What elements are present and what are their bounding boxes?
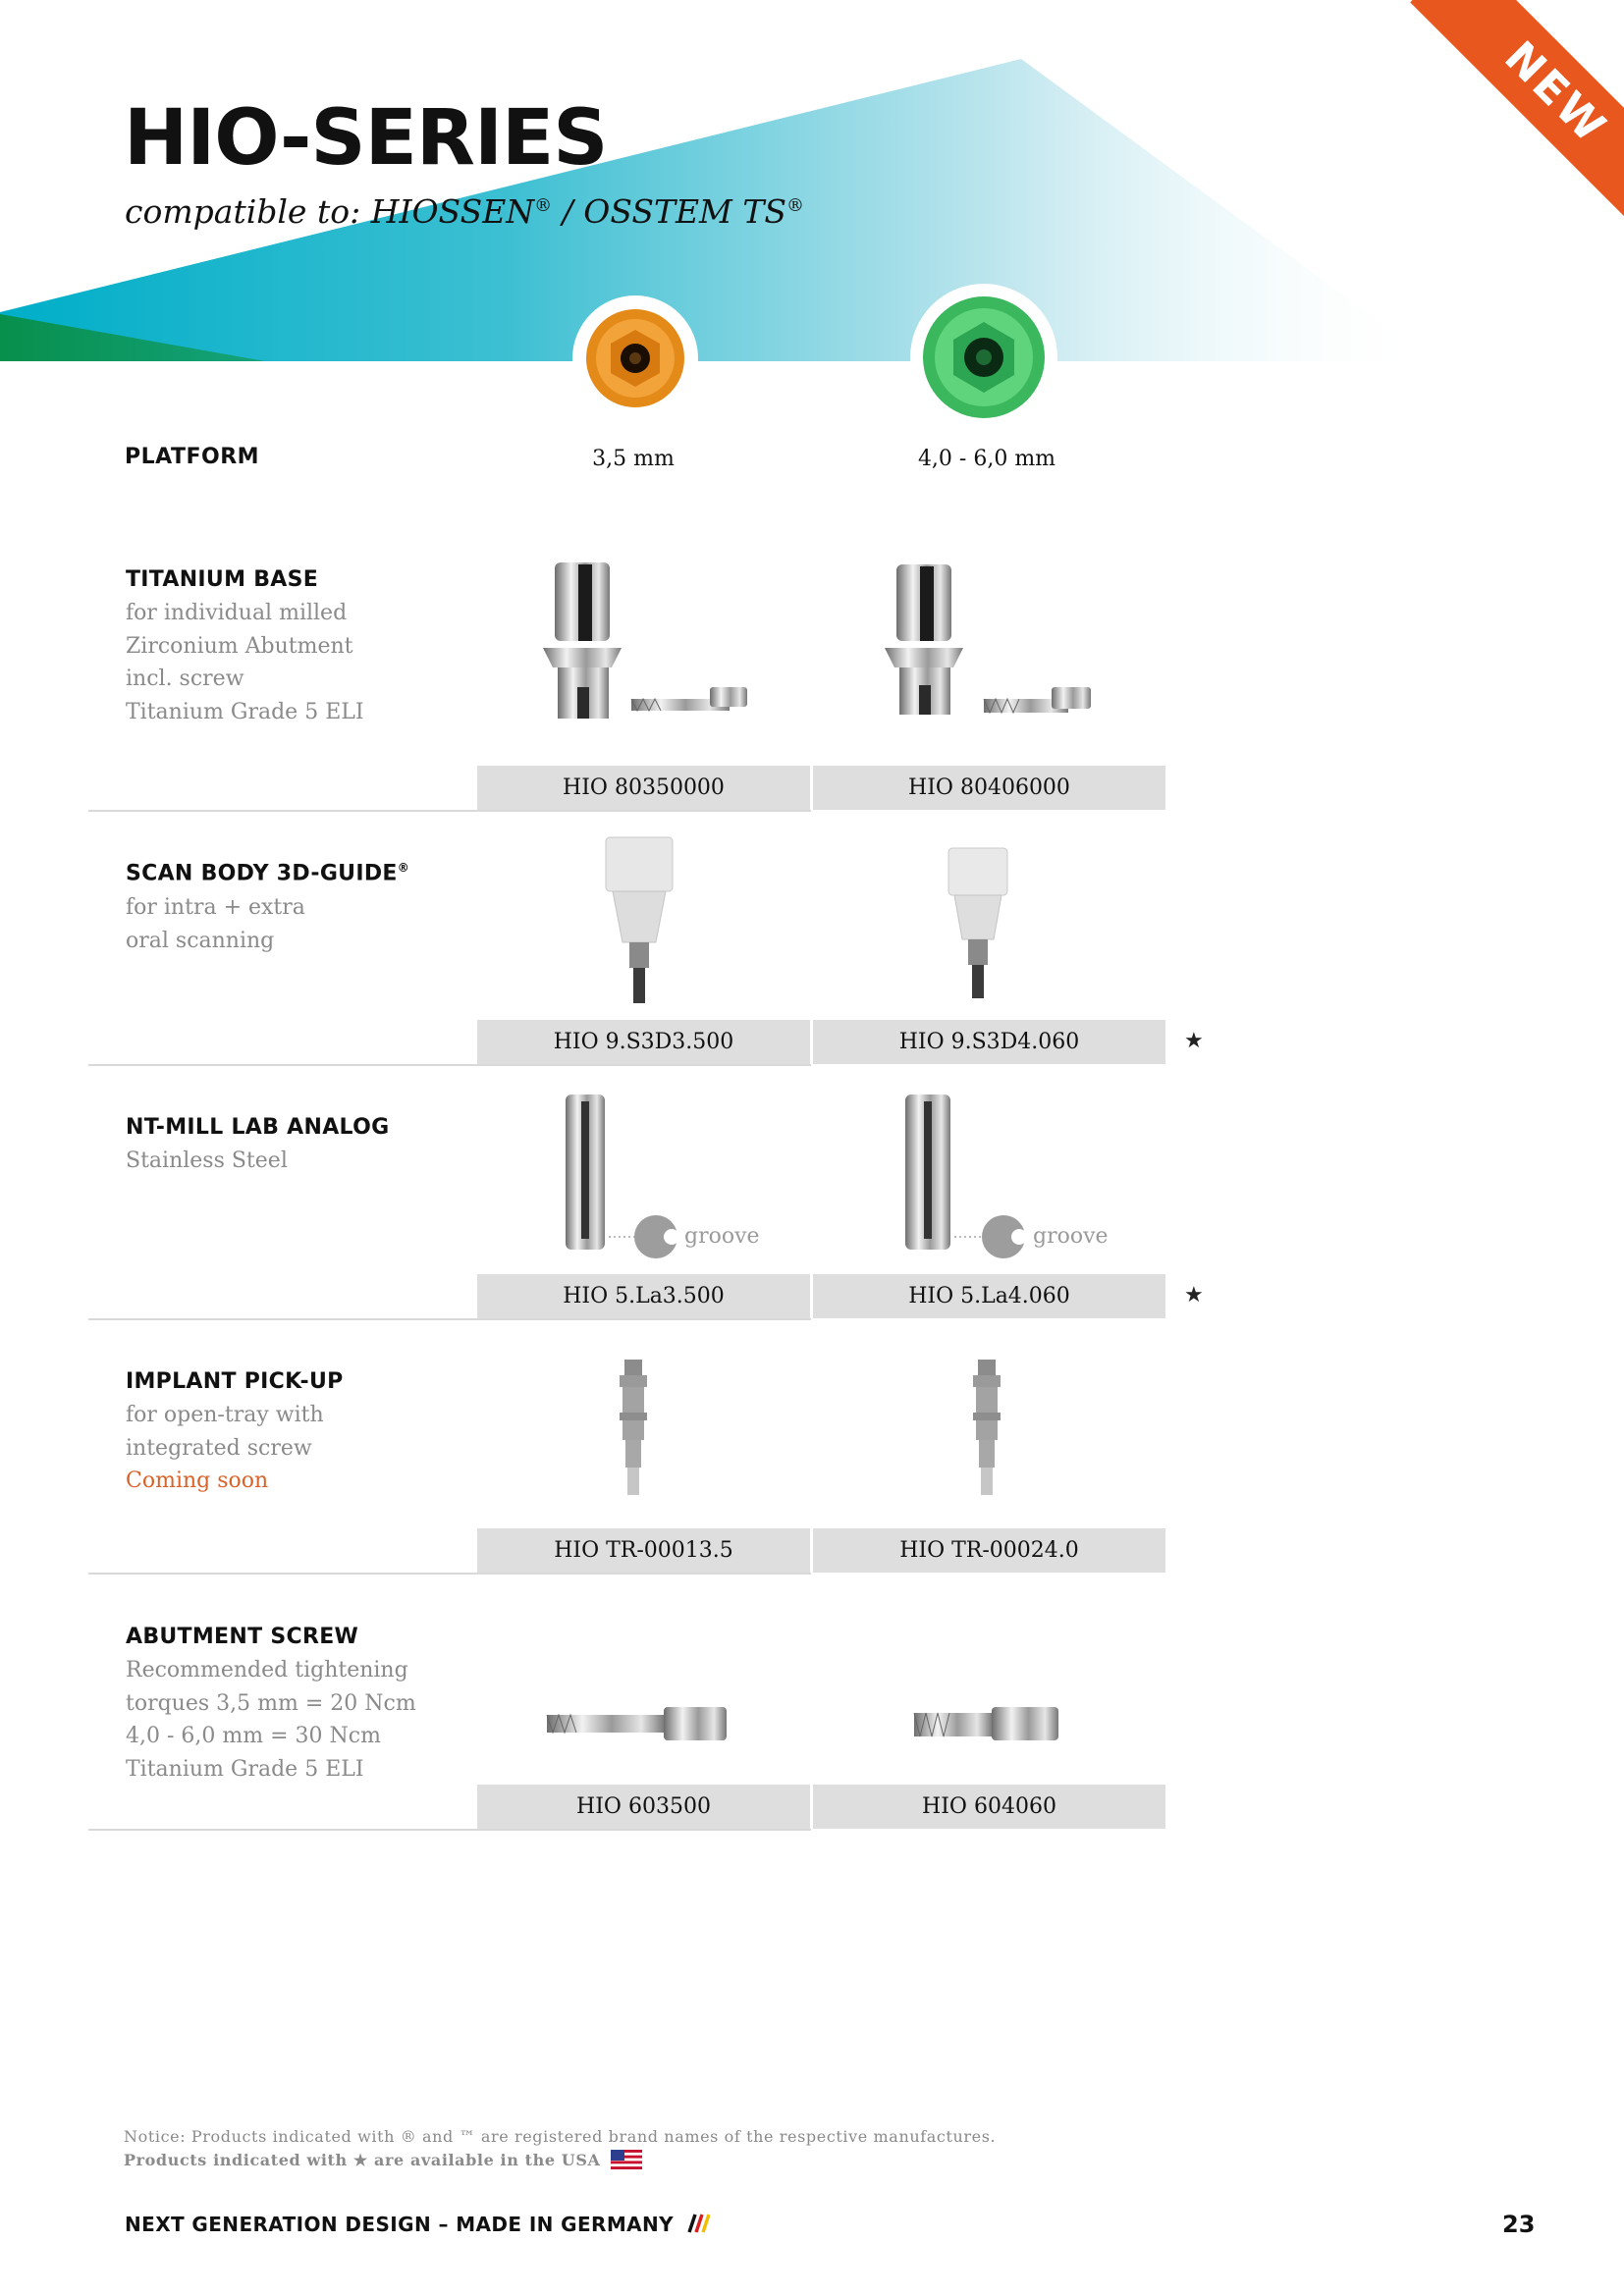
section-divider <box>88 1829 811 1831</box>
footer-tagline: NEXT GENERATION DESIGN – MADE IN GERMANY <box>125 2213 710 2236</box>
section-title-abutment-screw: ABUTMENT SCREW <box>126 1625 359 1649</box>
product-code-abutment-screw-3-5: HIO 603500 <box>477 1785 810 1829</box>
section-desc-lab-analog: Stainless Steel <box>126 1148 288 1173</box>
usa-notice: Products indicated with ★ are available in the USA <box>124 2150 642 2169</box>
section-title-implant-pickup: IMPLANT PICK-UP <box>126 1369 344 1394</box>
implant-pickup-4-6-image <box>970 1358 1003 1497</box>
scan-body-4-6-image <box>945 846 1013 1003</box>
new-badge: NEW <box>1398 0 1624 226</box>
product-code-abutment-screw-4-6: HIO 604060 <box>813 1785 1165 1829</box>
titanium-base-3-5-image <box>538 560 784 731</box>
trademark-notice: Notice: Products indicated with ® and ™ are registered brand names of the respective manufactures. <box>124 2127 997 2146</box>
product-code-implant-pickup-3-5: HIO TR-00013.5 <box>477 1528 810 1573</box>
section-title-titanium-base: TITANIUM BASE <box>126 567 319 592</box>
usa-flag-icon <box>611 2150 642 2169</box>
page-number: 23 <box>1502 2211 1536 2238</box>
product-code-lab-analog-3-5: HIO 5.La3.500 <box>477 1274 810 1318</box>
platform-size-a: 3,5 mm <box>592 447 675 471</box>
product-code-scan-body-3-5: HIO 9.S3D3.500 <box>477 1020 810 1064</box>
page-title: HIO-SERIES <box>124 94 608 183</box>
abutment-screw-3-5-image <box>544 1704 731 1743</box>
lab-analog-3-5-image <box>562 1092 679 1258</box>
section-divider <box>88 810 811 812</box>
section-divider <box>88 1064 811 1066</box>
section-desc-implant-pickup: for open-tray with integrated screw Coming soon <box>126 1399 324 1498</box>
platform-cap-orange-icon <box>571 294 699 422</box>
product-code-titanium-base-4-6: HIO 80406000 <box>813 766 1165 810</box>
platform-cap-green-icon <box>909 283 1058 432</box>
section-desc-titanium-base: for individual milled Zirconium Abutment incl. screw Titanium Grade 5 ELI <box>126 601 364 724</box>
titanium-base-4-6-image <box>880 560 1125 731</box>
scan-body-3-5-image <box>601 834 679 1006</box>
section-desc-scan-body: for intra + extra oral scanning <box>126 895 305 953</box>
lab-analog-4-6-image <box>901 1092 1029 1258</box>
german-flag-slashes-icon <box>684 2213 710 2234</box>
product-code-lab-analog-4-6: HIO 5.La4.060 <box>813 1274 1165 1318</box>
usa-availability-star-icon: ★ <box>1184 1029 1204 1053</box>
product-code-implant-pickup-4-6: HIO TR-00024.0 <box>813 1528 1165 1573</box>
section-desc-abutment-screw: Recommended tightening torques 3,5 mm = 20 Ncm 4,0 - 6,0 mm = 30 Ncm Titanium Grade 5 ELI <box>126 1658 416 1782</box>
section-title-lab-analog: NT-MILL LAB ANALOG <box>126 1115 390 1140</box>
coming-soon-text: Coming soon <box>126 1468 269 1493</box>
product-code-titanium-base-3-5: HIO 80350000 <box>477 766 810 810</box>
section-title-scan-body: SCAN BODY 3D-GUIDE® <box>126 861 410 886</box>
groove-label-4-6: groove <box>1033 1224 1109 1249</box>
platform-size-b: 4,0 - 6,0 mm <box>917 447 1056 471</box>
platform-label: PLATFORM <box>125 445 260 469</box>
usa-availability-star-icon: ★ <box>1184 1283 1204 1308</box>
implant-pickup-3-5-image <box>617 1358 650 1497</box>
section-divider <box>88 1573 811 1575</box>
abutment-screw-4-6-image <box>911 1704 1063 1743</box>
section-divider <box>88 1318 811 1320</box>
product-code-scan-body-4-6: HIO 9.S3D4.060 <box>813 1020 1165 1064</box>
groove-label-3-5: groove <box>684 1224 760 1249</box>
page-subtitle: compatible to: HIOSSEN® / OSSTEM TS® <box>125 192 804 231</box>
